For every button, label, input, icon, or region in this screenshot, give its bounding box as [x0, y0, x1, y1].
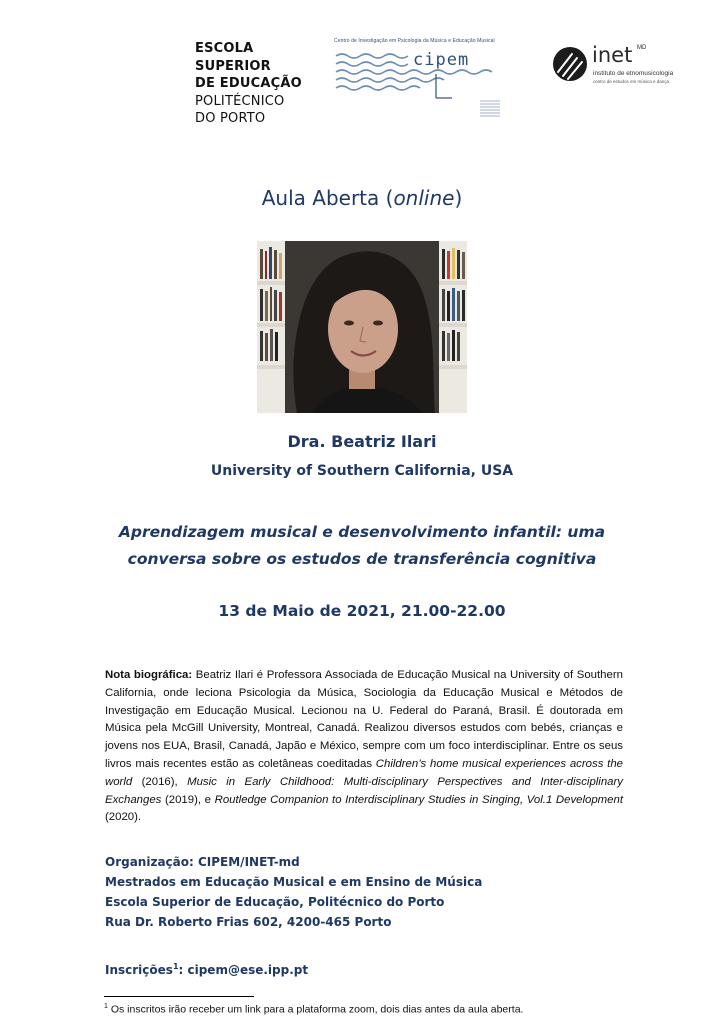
talk-title: [0, 519, 724, 573]
footnote: [104, 1003, 523, 1016]
bio-paragraph: [105, 667, 623, 827]
registration-label: Inscrições: [105, 963, 173, 977]
bio-text: Beatriz Ilari é Professora Associada de Educação Musical na University of Southern California, onde leciona Psicologia da Música, Sociologia da Educação Musical e Métodos de Investigação em Educação Musical. Lecionou na U. Federal do Paraná, Brasil. É doutorada em Música pela McGill University, Montreal, Canadá. Realizou diversos estudos com bebés, crianças e jovens nos EUA, Brasil, Canadá, Japão e México, sempre com um foco interdisciplinar. Entre os seus livros mais recentes estão as coletâneas coeditadas: [105, 669, 623, 770]
speaker-affiliation: University of Southern California, USA: [210, 463, 514, 479]
cipem-name: cipem: [413, 50, 470, 70]
ese-logo-line: DE EDUCAÇÃO: [195, 76, 302, 91]
organization-line: Organização: CIPEM/INET-md: [105, 855, 300, 869]
bio-text: (2019), e: [161, 793, 215, 806]
footnote-marker: 1: [172, 962, 179, 971]
ese-logo-line: SUPERIOR: [195, 58, 271, 74]
footnote-text: Os inscritos irão receber um link para a plataforma zoom, dois dias antes da aula aberta.: [107, 1003, 524, 1016]
inet-emblem-icon: [552, 46, 588, 82]
talk-title-line: Aprendizagem musical e desenvolvimento infantil: uma: [118, 523, 606, 541]
inet-superscript: MD: [637, 45, 647, 51]
registration-email[interactable]: : cipem@ese.ipp.pt: [178, 963, 309, 977]
inet-subsubtitle: centro de estudos em música e dança: [593, 79, 670, 84]
book-title: Music in Early Childhood: Multi-disciplinary Perspectives and Inter-disciplinary Exchanges: [105, 775, 623, 806]
event-date: 13 de Maio de 2021, 21.00-22.00: [218, 602, 506, 620]
bio-text: (2020).: [105, 811, 142, 824]
registration-line: [105, 962, 308, 977]
cipem-tagline: Centro de Investigação em Psicologia da Música e Educação Musical: [334, 38, 495, 44]
ese-logo-line: ESCOLA: [195, 41, 254, 56]
talk-title-line: conversa sobre os estudos de transferência cognitiva: [127, 550, 597, 568]
speaker-photo: [257, 241, 467, 413]
footnote-mark: 1: [104, 1003, 108, 1010]
organization-line: Mestrados em Educação Musical e em Ensino de Música: [105, 875, 483, 889]
title-italic: online: [393, 186, 455, 210]
inet-logo: [552, 43, 692, 96]
speaker-name: Dra. Beatriz Ilari: [287, 432, 437, 451]
organization-block: [105, 852, 482, 932]
bio-text: (2016),: [132, 775, 188, 788]
title-prefix: Aula Aberta (: [261, 186, 394, 210]
ese-logo-line: DO PORTO: [195, 111, 266, 126]
organization-line: Rua Dr. Roberto Frias 602, 4200-465 Porto: [105, 915, 392, 929]
inet-subtitle: instituto de etnomusicologia: [593, 70, 674, 77]
portrait-image: [257, 241, 467, 413]
inet-name: inet: [592, 43, 633, 67]
ese-logo-line: POLITÉCNICO: [195, 93, 285, 109]
book-title: Children’s home musical experiences across the world: [105, 757, 623, 788]
title-suffix: ): [454, 186, 463, 210]
organization-line: Escola Superior de Educação, Politécnico do Porto: [105, 895, 445, 909]
footnote-divider: [104, 996, 254, 997]
book-title: Routledge Companion to Interdisciplinary Studies in Singing, Vol.1 Development: [214, 793, 624, 806]
page-title: [0, 186, 724, 210]
ese-logo: [195, 40, 302, 128]
cipem-logo: [334, 38, 514, 118]
bio-label: Nota biográfica:: [105, 669, 193, 681]
